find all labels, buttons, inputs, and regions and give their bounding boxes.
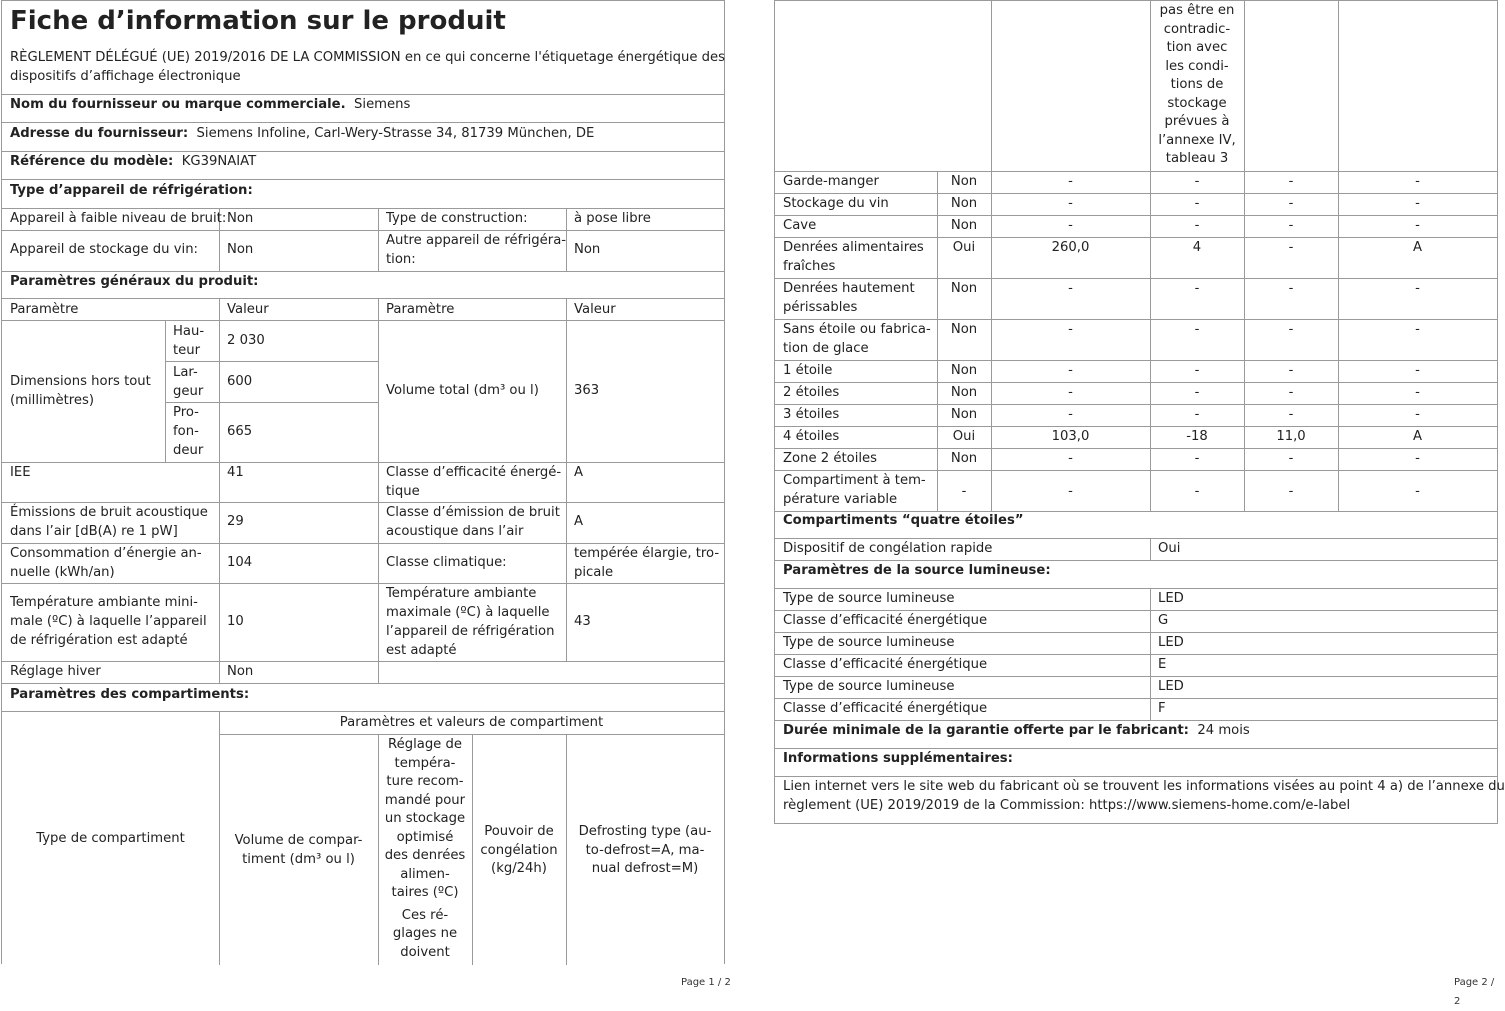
compartment-name: Cave bbox=[783, 218, 817, 233]
compartment-freezing: - bbox=[1288, 240, 1294, 255]
depth-label-1: Pro- bbox=[173, 405, 199, 420]
width-label-1: Lar- bbox=[173, 365, 198, 380]
note-line: contradic- bbox=[1163, 21, 1231, 37]
compartment-defrost: - bbox=[1415, 174, 1420, 189]
noise-label-2: dans l’air [dB(A) re 1 pW] bbox=[10, 524, 178, 539]
light-row-label: Classe d’efficacité énergétique bbox=[783, 613, 988, 628]
compartment-row bbox=[775, 215, 1497, 237]
compartment-temp: - bbox=[1194, 407, 1200, 422]
page-number-1: Page 1 / 2 bbox=[681, 977, 731, 988]
temp-setting-header-line: taires (ºC) bbox=[391, 885, 459, 900]
winter-value: Non bbox=[227, 664, 254, 679]
compartment-temp: - bbox=[1194, 483, 1200, 499]
temp-setting-header-line: optimisé bbox=[396, 829, 454, 845]
four-star-heading: Compartiments “quatre étoiles” bbox=[783, 513, 1024, 528]
compartment-temp: - bbox=[1194, 196, 1200, 211]
compartment-present: - bbox=[961, 483, 967, 499]
defrost-header bbox=[566, 823, 724, 879]
other-label-2: tion: bbox=[386, 252, 416, 267]
eff-class-label-2: tique bbox=[386, 484, 420, 499]
wine-label: Appareil de stockage du vin: bbox=[10, 242, 198, 257]
defrost-header-line: to-defrost=A, ma- bbox=[585, 842, 705, 858]
compartment-row bbox=[775, 426, 1497, 448]
compartment-volume: - bbox=[1068, 385, 1073, 400]
max-temp-label-4: est adapté bbox=[386, 643, 457, 658]
compartment-present: Non bbox=[950, 174, 978, 189]
compartment-defrost: - bbox=[1415, 218, 1420, 233]
width-value: 600 bbox=[227, 374, 253, 389]
compartment-name: Garde-manger bbox=[783, 174, 879, 189]
note-line: l’annexe IV, bbox=[1158, 132, 1236, 148]
supplier-row bbox=[10, 96, 410, 115]
regulation-line-2: dispositifs d’affichage électronique bbox=[10, 69, 241, 84]
note-line: tableau 3 bbox=[1165, 151, 1229, 166]
col-param-header: Paramètre bbox=[10, 302, 79, 317]
depth-label-3: deur bbox=[173, 443, 204, 458]
compartment-params-header: Paramètres et valeurs de compartiment bbox=[339, 715, 604, 730]
compartment-name: 1 étoile bbox=[783, 363, 833, 378]
compartment-defrost: - bbox=[1415, 196, 1420, 211]
max-temp-label-1: Température ambiante bbox=[386, 586, 537, 601]
light-row-label: Type de source lumineuse bbox=[783, 635, 955, 650]
compartment-freezing: - bbox=[1288, 281, 1294, 296]
compartment-temp: - bbox=[1194, 218, 1200, 233]
winter-label: Réglage hiver bbox=[10, 664, 101, 679]
compartment-present: Non bbox=[950, 407, 978, 422]
compartment-present: Non bbox=[950, 196, 978, 211]
light-row-label: Type de source lumineuse bbox=[783, 591, 955, 606]
compartment-temp: - bbox=[1194, 322, 1200, 337]
compartment-volume: 103,0 bbox=[1051, 429, 1090, 444]
compartment-defrost: - bbox=[1415, 483, 1420, 499]
compartment-name: Sans étoile ou fabrica- tion de glace bbox=[783, 322, 931, 356]
noise-label-1: Émissions de bruit acoustique bbox=[10, 505, 208, 520]
temp-setting-note-line: doivent bbox=[400, 944, 450, 960]
compartment-present: Non bbox=[950, 218, 978, 233]
compartment-defrost: - bbox=[1415, 385, 1420, 400]
compartment-present: Non bbox=[950, 281, 978, 296]
light-row-label: Classe d’efficacité énergétique bbox=[783, 657, 988, 672]
temp-setting-header-line: tempéra- bbox=[394, 755, 456, 771]
dimensions-label-2: (millimètres) bbox=[10, 393, 95, 408]
temp-setting-header-line: des denrées bbox=[384, 848, 466, 863]
low-noise-value: Non bbox=[227, 211, 254, 226]
compartment-defrost: - bbox=[1415, 407, 1420, 422]
note-line: les condi- bbox=[1165, 58, 1229, 74]
compartment-freezing: - bbox=[1288, 363, 1294, 378]
compartment-row bbox=[775, 448, 1497, 470]
model-row bbox=[10, 153, 256, 172]
compartment-volume: 260,0 bbox=[1051, 240, 1090, 255]
temp-setting-header bbox=[378, 736, 472, 962]
general-heading: Paramètres généraux du produit: bbox=[10, 274, 259, 289]
width-label-2: geur bbox=[173, 384, 204, 399]
compartment-defrost: A bbox=[1412, 240, 1423, 255]
compartment-volume: - bbox=[1068, 196, 1073, 211]
min-temp-value: 10 bbox=[227, 614, 244, 629]
note-line: stockage bbox=[1167, 95, 1227, 111]
compartments-heading: Paramètres des compartiments: bbox=[10, 687, 250, 702]
compartment-temp: - bbox=[1194, 363, 1200, 378]
temp-setting-header-line: alimen- bbox=[400, 866, 450, 882]
freezing-header-line: Pouvoir de bbox=[484, 824, 554, 839]
defrost-header-line: nual defrost=M) bbox=[591, 861, 699, 876]
temp-setting-header-line: Réglage de bbox=[388, 737, 462, 752]
compartment-freezing: - bbox=[1288, 407, 1294, 422]
light-row-value: LED bbox=[1158, 635, 1184, 650]
quick-freeze-label: Dispositif de congélation rapide bbox=[783, 541, 993, 556]
page-number-2: Page 2 / 2 bbox=[1454, 977, 1495, 1007]
compartment-name: 4 étoiles bbox=[783, 429, 840, 444]
temp-setting-header-line: un stockage bbox=[384, 811, 466, 826]
compartment-row bbox=[775, 470, 1497, 511]
dimensions-label-1: Dimensions hors tout bbox=[10, 374, 151, 389]
freezing-header bbox=[472, 823, 566, 879]
compartment-freezing: - bbox=[1288, 483, 1294, 499]
eff-class-label-1: Classe d’efficacité énergé- bbox=[386, 465, 562, 480]
light-row-value: LED bbox=[1158, 591, 1184, 606]
light-row-label: Type de source lumineuse bbox=[783, 679, 955, 694]
compartment-volume-header-line: timent (dm³ ou l) bbox=[242, 851, 355, 867]
compartment-volume: - bbox=[1068, 483, 1073, 499]
address-label: Adresse du fournisseur: bbox=[10, 126, 189, 141]
compartment-type-header: Type de compartiment bbox=[36, 831, 185, 846]
compartment-name: Denrées alimentaires fraîches bbox=[783, 240, 924, 274]
product-sheet-page-2 bbox=[774, 0, 1505, 824]
compartment-temp: - bbox=[1194, 174, 1200, 189]
climate-label: Classe climatique: bbox=[386, 555, 507, 570]
min-temp-label-3: de réfrigération est adapté bbox=[10, 633, 188, 648]
compartment-volume: - bbox=[1068, 281, 1073, 296]
depth-label-2: fon- bbox=[173, 424, 199, 439]
height-label-2: teur bbox=[173, 343, 201, 358]
temp-setting-note-line: glages ne bbox=[392, 926, 458, 941]
consumption-label-2: nuelle (kWh/an) bbox=[10, 565, 115, 580]
noise-class-label-2: acoustique dans l’air bbox=[386, 524, 524, 539]
compartment-row bbox=[775, 237, 1497, 278]
height-value: 2 030 bbox=[227, 333, 265, 348]
compartment-volume-header bbox=[219, 832, 378, 869]
additional-heading: Informations supplémentaires: bbox=[783, 751, 1013, 766]
compartment-name: 2 étoiles bbox=[783, 385, 840, 400]
sheet-title: Fiche d’information sur le produit bbox=[10, 6, 506, 36]
compartment-row bbox=[775, 193, 1497, 215]
compartment-temp: -18 bbox=[1186, 429, 1208, 444]
light-row-value: F bbox=[1158, 701, 1166, 716]
compartment-name: Stockage du vin bbox=[783, 196, 889, 211]
light-row-label: Classe d’efficacité énergétique bbox=[783, 701, 988, 716]
compartment-volume: - bbox=[1068, 322, 1073, 337]
compartment-freezing: - bbox=[1288, 385, 1294, 400]
compartment-row bbox=[775, 360, 1497, 382]
compartment-freezing: - bbox=[1288, 196, 1294, 211]
note-line: prévues à bbox=[1164, 114, 1230, 129]
compartment-present: Non bbox=[950, 385, 978, 400]
compartment-freezing: - bbox=[1288, 174, 1294, 189]
compartment-defrost: - bbox=[1415, 322, 1420, 337]
compartment-name: Denrées hautement périssables bbox=[783, 281, 915, 315]
noise-class-label-1: Classe d’émission de bruit bbox=[386, 505, 560, 520]
construction-label: Type de construction: bbox=[386, 211, 528, 226]
freezing-header-line: congélation bbox=[480, 842, 558, 858]
iee-label: IEE bbox=[10, 465, 31, 480]
compartment-defrost: - bbox=[1415, 363, 1420, 378]
noise-value: 29 bbox=[227, 514, 244, 529]
temp-setting-note-line: Ces ré- bbox=[401, 907, 449, 923]
light-row-value: G bbox=[1158, 613, 1169, 628]
compartment-present: Non bbox=[950, 322, 978, 337]
compartment-freezing: 11,0 bbox=[1276, 429, 1306, 444]
light-row-value: LED bbox=[1158, 679, 1184, 694]
warranty-row bbox=[783, 722, 1250, 741]
temp-setting-header-line: ture recom- bbox=[386, 774, 464, 789]
compartment-row bbox=[775, 171, 1497, 193]
compartment-present: Oui bbox=[952, 429, 976, 444]
consumption-label-1: Consommation d’énergie an- bbox=[10, 546, 202, 561]
regulation-line-1: RÈGLEMENT DÉLÉGUÉ (UE) 2019/2016 DE LA COMMISSION en ce qui concerne l'étiquetage énergétique des bbox=[10, 50, 726, 65]
light-heading: Paramètres de la source lumineuse: bbox=[783, 563, 1051, 578]
col-value-header: Valeur bbox=[227, 302, 269, 317]
temp-setting-note-continuation bbox=[1150, 2, 1244, 169]
other-label-1: Autre appareil de réfrigéra- bbox=[386, 233, 567, 248]
supplier-value: Siemens bbox=[354, 97, 411, 112]
compartment-present: Oui bbox=[952, 240, 976, 255]
depth-value: 665 bbox=[227, 424, 253, 439]
defrost-header-line: Defrosting type (au- bbox=[578, 824, 712, 839]
compartment-volume: - bbox=[1068, 451, 1073, 466]
compartment-temp: - bbox=[1194, 451, 1200, 466]
note-line: tions de bbox=[1170, 77, 1224, 92]
volume-value: 363 bbox=[574, 383, 600, 398]
compartment-volume: - bbox=[1068, 363, 1073, 378]
other-value: Non bbox=[574, 242, 601, 257]
model-value: KG39NAIAT bbox=[181, 154, 257, 169]
min-temp-label-1: Température ambiante mini- bbox=[10, 595, 198, 610]
quick-freeze-value: Oui bbox=[1158, 541, 1181, 556]
compartment-row bbox=[775, 319, 1497, 360]
compartment-name: Compartiment à tem- pérature variable bbox=[783, 473, 926, 507]
max-temp-label-2: maximale (ºC) à laquelle bbox=[386, 605, 550, 620]
compartment-temp: 4 bbox=[1192, 240, 1202, 255]
col-value-header-2: Valeur bbox=[574, 302, 616, 317]
compartment-temp: - bbox=[1194, 281, 1200, 296]
address-value: Siemens Infoline, Carl-Wery-Strasse 34, 81739 München, DE bbox=[196, 126, 595, 141]
compartment-freezing: - bbox=[1288, 451, 1294, 466]
light-row-value: E bbox=[1158, 657, 1167, 672]
compartment-volume: - bbox=[1068, 218, 1073, 233]
product-sheet-page-1 bbox=[1, 0, 725, 964]
min-temp-label-2: male (ºC) à laquelle l’appareil bbox=[10, 614, 207, 629]
model-label: Référence du modèle: bbox=[10, 154, 174, 169]
volume-label: Volume total (dm³ ou l) bbox=[386, 383, 539, 398]
supplier-label: Nom du fournisseur ou marque commerciale. bbox=[10, 97, 346, 112]
warranty-value: 24 mois bbox=[1197, 723, 1250, 738]
address-row bbox=[10, 125, 594, 144]
compartment-freezing: - bbox=[1288, 322, 1294, 337]
max-temp-label-3: l’appareil de réfrigération bbox=[386, 624, 555, 639]
col-param-header-2: Paramètre bbox=[386, 302, 455, 317]
iee-value: 41 bbox=[227, 465, 244, 480]
height-label-1: Hau- bbox=[173, 324, 205, 339]
compartment-volume-header-line: Volume de compar- bbox=[234, 833, 363, 848]
consumption-value: 104 bbox=[227, 555, 253, 570]
compartment-defrost: - bbox=[1415, 451, 1420, 466]
compartment-volume: - bbox=[1068, 174, 1073, 189]
compartment-defrost: A bbox=[1412, 429, 1423, 444]
compartment-name: 3 étoiles bbox=[783, 407, 840, 422]
note-line: tion avec bbox=[1166, 40, 1228, 55]
compartment-row bbox=[775, 382, 1497, 404]
note-line: pas être en bbox=[1159, 3, 1235, 18]
warranty-label: Durée minimale de la garantie offerte par le fabricant: bbox=[783, 723, 1189, 738]
max-temp-value: 43 bbox=[574, 614, 591, 629]
noise-class-value: A bbox=[574, 514, 584, 529]
compartment-name: Zone 2 étoiles bbox=[783, 451, 878, 466]
additional-text-2: règlement (UE) 2019/2019 de la Commission: https://www.siemens-home.com/e-label bbox=[783, 798, 1351, 813]
low-noise-label: Appareil à faible niveau de bruit: bbox=[10, 211, 227, 226]
compartment-freezing: - bbox=[1288, 218, 1294, 233]
temp-setting-header-line: mandé pour bbox=[384, 792, 466, 808]
compartment-volume: - bbox=[1068, 407, 1073, 422]
compartment-defrost: - bbox=[1415, 281, 1420, 296]
compartment-present: Non bbox=[950, 451, 978, 466]
wine-value: Non bbox=[227, 242, 254, 257]
additional-text-1: Lien internet vers le site web du fabricant où se trouvent les informations visées au point 4 a) de l’annexe du bbox=[783, 779, 1505, 794]
compartment-row bbox=[775, 404, 1497, 426]
compartment-present: Non bbox=[950, 363, 978, 378]
construction-value: à pose libre bbox=[574, 211, 651, 226]
climate-value-1: tempérée élargie, tro- bbox=[574, 546, 720, 561]
freezing-header-line: (kg/24h) bbox=[491, 861, 547, 876]
appliance-type-heading: Type d’appareil de réfrigération: bbox=[10, 183, 253, 198]
compartment-row bbox=[775, 278, 1497, 319]
compartment-temp: - bbox=[1194, 385, 1200, 400]
eff-class-value: A bbox=[574, 465, 584, 480]
climate-value-2: picale bbox=[574, 565, 614, 580]
